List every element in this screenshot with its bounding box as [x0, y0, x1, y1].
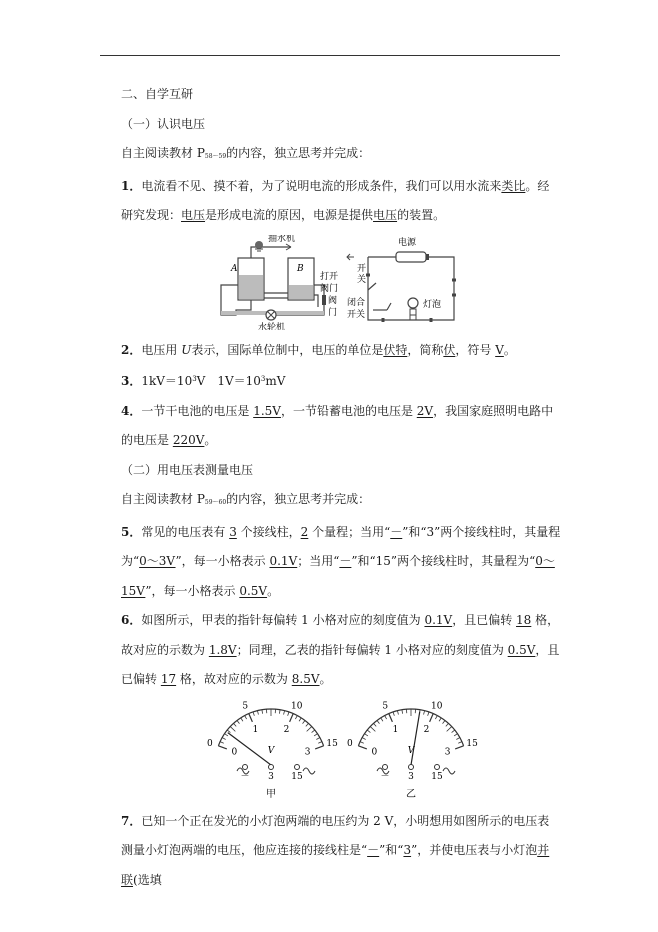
answer: －	[367, 843, 380, 857]
part1-intro: 自主阅读教材 P58～59的内容，独立思考并完成：	[121, 146, 371, 160]
meter-left-tick	[316, 737, 319, 739]
label-power: 电源	[398, 237, 417, 248]
answer: 3	[403, 843, 412, 857]
question-7: 7．已知一个正在发光的小灯泡两端的电压约为 2 V，小明想用如图所示的电压表测量小灯泡两端的电压，他应连接的接线柱是“－”和“3”，并使电压表与小灯泡并联(选填	[121, 813, 550, 887]
voltmeters-figure	[121, 701, 561, 801]
meter-right-tick	[458, 741, 462, 743]
answer: 0.5V	[507, 642, 536, 657]
answer: 0.1V	[269, 554, 298, 568]
meter-right-tick	[446, 723, 449, 726]
meter-right-inner-label: 0	[371, 747, 378, 758]
answer: －	[390, 524, 403, 539]
meter-left-terminal-post	[269, 764, 274, 769]
section-title: 二、自学互研	[121, 87, 194, 101]
meter-left-tick	[307, 726, 312, 731]
meter-left-tick	[222, 737, 225, 739]
meter-left-inner-label: 2	[283, 724, 290, 735]
answer: 2V	[416, 403, 434, 418]
question-1: 1．电流看不见、摸不着，为了说明电流的形成条件，我们可以用水流来类比。经研究发现：电压是形成电流的原因，电源是提供电压的装置。	[121, 178, 550, 222]
meter-right-terminal-label: 3	[408, 771, 414, 782]
meter-left-tick	[299, 717, 301, 720]
answer: 0.5V	[239, 583, 268, 598]
meter-right-tick	[456, 737, 459, 739]
label-switch-1: 开	[357, 263, 367, 274]
meter-right-tick	[358, 745, 366, 748]
meter-left-terminal-post	[243, 764, 248, 769]
meter-right-tick	[374, 723, 377, 726]
meter-left-tick	[303, 720, 305, 723]
label-turbine: 水轮机	[258, 322, 286, 330]
meter-left-tick	[312, 730, 315, 732]
meter-right-tick	[455, 745, 463, 748]
meter-left-tick	[295, 715, 297, 719]
meter-right-tick	[381, 717, 383, 720]
meter-right-tick	[367, 730, 370, 732]
meter-right-tick	[447, 726, 452, 731]
meter-right-terminal-post	[409, 764, 414, 769]
document-body	[121, 80, 561, 895]
meter-left-tick	[225, 733, 228, 735]
meter-left-outer-label: 5	[242, 700, 249, 711]
meter-right-tick	[377, 720, 379, 723]
part2-title: （二）用电压表测量电压	[121, 462, 254, 477]
label-bulb: 灯泡	[423, 299, 442, 310]
meter-right-tick	[452, 730, 455, 732]
meter-right-outer-label: 15	[466, 738, 478, 749]
answer: 电压	[181, 208, 206, 222]
meter-left-tick	[237, 720, 239, 723]
meter-left-tick	[230, 726, 235, 731]
meter-left-caption: 甲	[266, 788, 276, 800]
question-5: 5．常见的电压表有 3 个接线柱，2 个量程；当用“－”和“3”两个接线柱时，其量程为“0～3V”，每一小格表示 0.1V；当用“－”和“15”两个接线柱时，其量程为“0～15V”，每一小格表示 0.5V。	[121, 524, 561, 598]
meter-left-tick	[290, 713, 294, 721]
answer: －	[339, 554, 352, 568]
meter-right-tick	[385, 715, 387, 719]
question-4: 4．一节干电池的电压是 1.5V，一节铅蓄电池的电压是 2V，我国家庭照明电路中的电压是 220V。	[121, 403, 554, 447]
analogy-diagram	[121, 235, 561, 330]
meter-left-tick	[249, 713, 253, 721]
valve-icon	[322, 295, 326, 305]
meter-left-terminal-post	[295, 764, 300, 769]
battery-icon	[396, 252, 426, 262]
meter-left-tick	[318, 741, 322, 743]
answer: 0.1V	[424, 613, 453, 627]
meter-right-terminal-label: －	[380, 771, 390, 782]
meter-right-tick	[430, 713, 434, 721]
meter-left-inner-label: 1	[252, 724, 259, 735]
meter-left-tick	[284, 710, 285, 714]
meter-left-outer-label: 0	[207, 738, 213, 749]
question-3: 3．$1kV=10^3V$ $1V=10^3mV$	[121, 374, 286, 388]
answer: 18	[516, 613, 532, 627]
meter-left-inner-label: 3	[304, 747, 311, 758]
meter-left-tick	[253, 711, 254, 715]
meter-left-inner-label: 0	[231, 747, 238, 758]
label-pump: 抽水机	[268, 234, 296, 244]
label-valve-1: 阀	[328, 295, 338, 306]
meter-left-terminal-label: －	[240, 771, 250, 782]
meter-right-tick	[362, 737, 365, 739]
part1-title: （一）认识电压	[121, 116, 206, 131]
meter-right-needle	[411, 711, 420, 764]
meter-left-tick	[257, 710, 258, 714]
voltmeter-diagrams	[121, 701, 561, 801]
meter-left-outer-label: 10	[291, 700, 303, 711]
answer: V	[495, 342, 504, 357]
meter-left-tick	[234, 723, 237, 726]
answer: 17	[160, 672, 177, 686]
meter-right-wire	[443, 768, 455, 774]
answer: 0～3V	[139, 554, 176, 568]
meter-right-outer-label: 5	[382, 700, 389, 711]
answer: 3	[229, 524, 237, 539]
meter-left-tick	[220, 741, 224, 743]
meter-left-tick	[279, 709, 280, 713]
meter-right-tick	[389, 713, 393, 721]
meter-right-tick	[439, 717, 441, 720]
answer: 并联	[121, 843, 550, 887]
meter-right-unit: V	[407, 745, 415, 756]
answer: 1.5V	[253, 403, 281, 418]
meter-left-wire	[303, 768, 315, 774]
label-valve-2: 门	[328, 307, 338, 318]
label-close-switch-1: 闭合	[347, 297, 366, 308]
meter-left-tick	[288, 711, 289, 715]
answer: 1.8V	[208, 642, 237, 657]
answer: 伏特	[383, 342, 408, 357]
meter-left-tick	[306, 723, 309, 726]
meter-right-tick	[402, 709, 403, 713]
meter-left-tick	[245, 715, 247, 719]
label-tank-b: B	[297, 263, 304, 274]
meter-right-tick	[443, 720, 445, 723]
meter-right-tick	[365, 733, 368, 735]
question-6: 6．如图所示，甲表的指针每偏转 1 小格对应的刻度值为 0.1V，且已偏转 18 格，故对应的示数为 1.8V；同理，乙表的指针每偏转 1 小格对应的刻度值为 0.5V，且已偏转 17 格，故对应的示数为 8.5V。	[121, 613, 560, 686]
meter-left-tick	[241, 717, 243, 720]
answer: 0～15V	[121, 554, 555, 598]
meter-right-outer-label: 10	[431, 700, 443, 711]
meter-right-inner-label: 2	[423, 724, 430, 735]
meter-left-terminal-label: 3	[268, 771, 274, 782]
meter-left-terminal-label: 15	[291, 771, 303, 782]
meter-left-outer-label: 15	[326, 738, 338, 749]
meter-right-terminal-label: 15	[431, 771, 443, 782]
meter-right-tick	[435, 715, 437, 719]
meter-right-tick	[424, 710, 425, 714]
meter-right-tick	[454, 733, 457, 735]
meter-right-tick	[428, 711, 429, 715]
label-open-valve-2: 阀门	[320, 283, 339, 294]
meter-left-tick	[227, 730, 230, 732]
meter-left-tick	[262, 709, 263, 713]
question-2: 2．电压用 U表示，国际单位制中，电压的单位是伏特，简称伏，符号 V。	[121, 342, 516, 357]
meter-right-tick	[370, 726, 375, 731]
meter-left-tick	[218, 745, 226, 748]
meter-right-caption: 乙	[406, 788, 416, 800]
meter-right-terminal-post	[435, 764, 440, 769]
meter-left-tick	[314, 733, 317, 735]
meter-right-tick	[397, 710, 398, 714]
meter-right-outer-label: 0	[347, 738, 353, 749]
meter-left-unit: V	[267, 745, 275, 756]
meter-right-tick	[360, 741, 364, 743]
meter-left-tick	[315, 745, 323, 748]
answer: 伏	[443, 342, 456, 357]
meter-right-tick	[393, 711, 394, 715]
header-rule	[100, 55, 560, 56]
bulb-icon	[408, 298, 418, 308]
meter-right-inner-label: 3	[444, 747, 451, 758]
answer: 2	[300, 524, 309, 539]
water-circuit-analogy-figure	[121, 235, 561, 330]
answer: 220V	[172, 433, 205, 447]
answer: 电压	[373, 208, 398, 222]
meter-right-inner-label: 1	[392, 724, 399, 735]
meter-right-terminal-post	[383, 764, 388, 769]
pump-icon	[255, 241, 263, 249]
label-tank-a: A	[231, 263, 238, 274]
label-switch-2: 关	[357, 274, 367, 285]
part2-intro: 自主阅读教材 P59～60的内容，独立思考并完成：	[121, 492, 371, 506]
label-close-switch-2: 开关	[347, 309, 366, 320]
answer: 8.5V	[291, 672, 320, 686]
label-open-valve-1: 打开	[320, 271, 339, 282]
answer: 类比	[501, 178, 526, 193]
